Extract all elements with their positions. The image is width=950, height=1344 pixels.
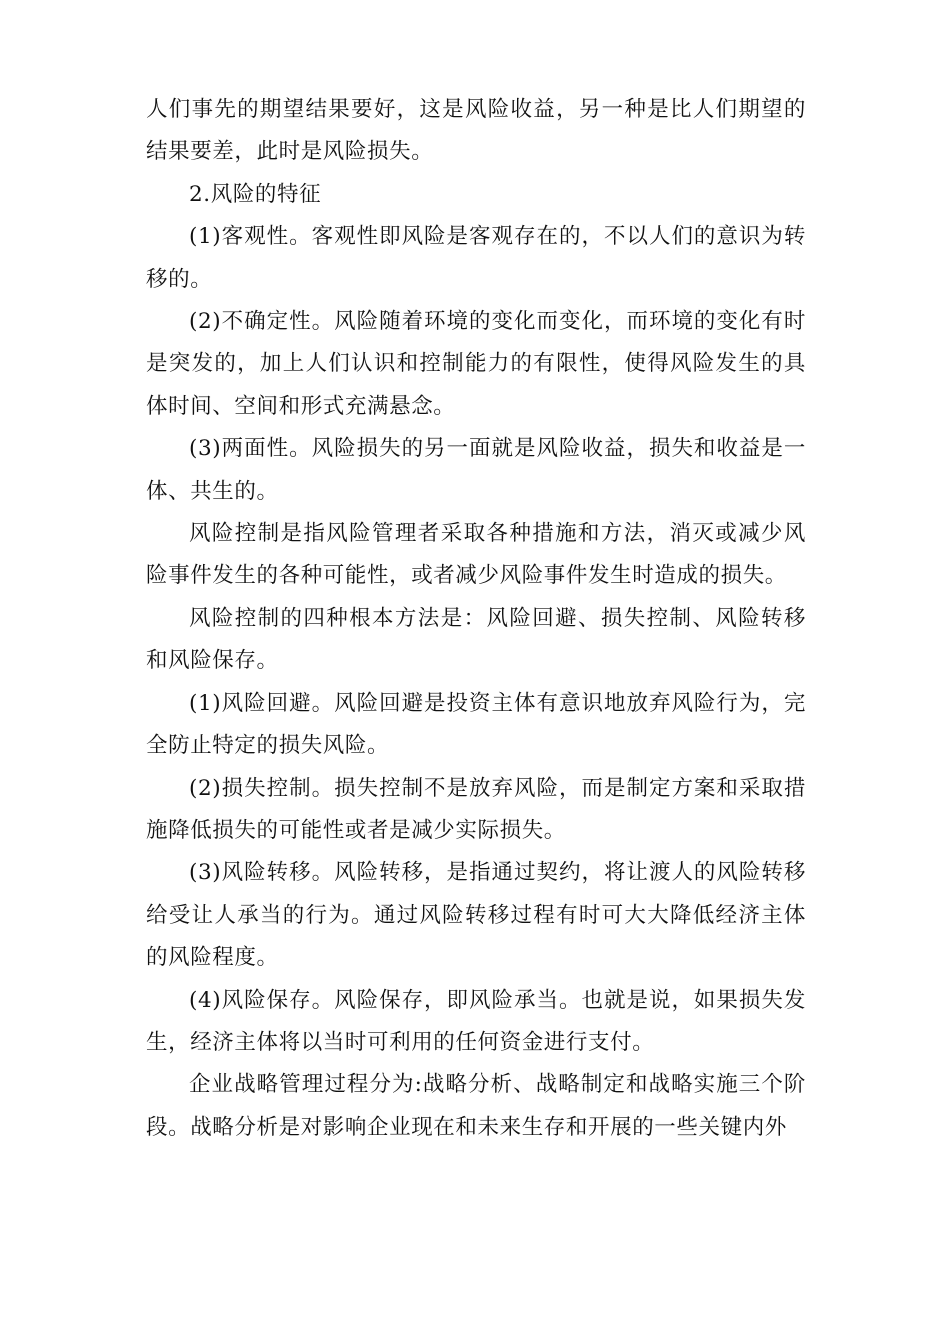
paragraph-duality: (3)两面性。风险损失的另一面就是风险收益，损失和收益是一体、共生的。 (146, 436, 806, 504)
heading-risk-features: 2.风险的特征 (189, 181, 322, 207)
paragraph-loss-control: (2)损失控制。损失控制不是放弃风险，而是制定方案和采取措施降低损失的可能性或者是减少实际损失。 (146, 775, 806, 843)
paragraph-strategy-management: 企业战略管理过程分为:战略分析、战略制定和战略实施三个阶段。战略分析是对影响企业现在和未来生存和开展的一些关键内外 (146, 1072, 806, 1140)
paragraph-risk-control-methods: 风险控制的四种根本方法是：风险回避、损失控制、风险转移和风险保存。 (146, 605, 806, 674)
paragraph-risk-control-definition: 风险控制是指风险管理者采取各种措施和方法，消灭或减少风险事件发生的各种可能性，或者减少风险事件发生时造成的损失。 (146, 521, 806, 589)
paragraph-risk-outcome: 人们事先的期望结果要好，这是风险收益，另一种是比人们期望的结果要差，此时是风险损失。 (146, 97, 806, 165)
paragraph-risk-transfer: (3)风险转移。风险转移，是指通过契约，将让渡人的风险转移给受让人承当的行为。通过风险转移过程有时可大大降低经济主体的风险程度。 (146, 860, 806, 971)
paragraph-objectivity: (1)客观性。客观性即风险是客观存在的，不以人们的意识为转移的。 (146, 224, 806, 292)
document-page (146, 89, 806, 1149)
paragraph-risk-retention: (4)风险保存。风险保存，即风险承当。也就是说，如果损失发生，经济主体将以当时可利用的任何资金进行支付。 (146, 987, 806, 1055)
paragraph-uncertainty: (2)不确定性。风险随着环境的变化而变化，而环境的变化有时是突发的，加上人们认识和控制能力的有限性，使得风险发生的具体时间、空间和形式充满悬念。 (146, 309, 806, 419)
paragraph-risk-avoidance: (1)风险回避。风险回避是投资主体有意识地放弃风险行为，完全防止特定的损失风险。 (146, 690, 806, 759)
